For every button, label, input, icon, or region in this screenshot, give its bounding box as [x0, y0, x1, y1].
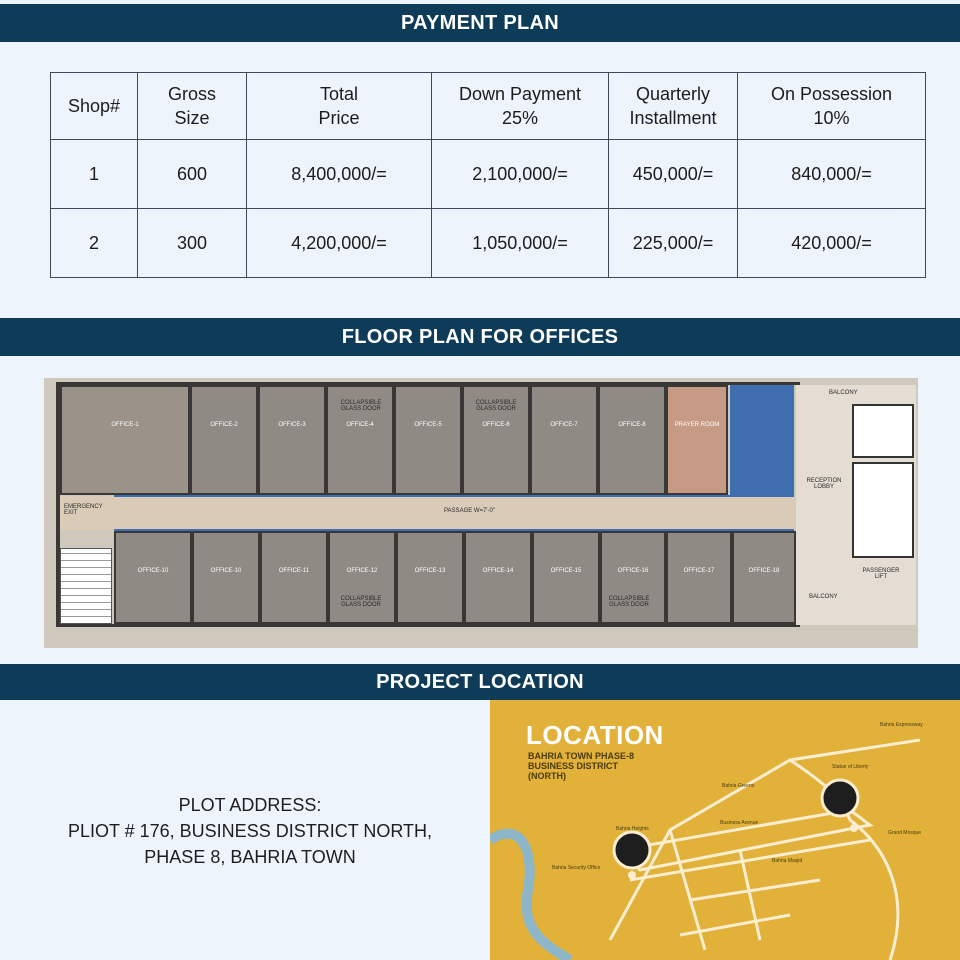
office-room: OFFICE-17: [666, 531, 732, 624]
pin-icon: [822, 780, 858, 816]
cell-on-possession: 420,000/=: [738, 209, 926, 278]
glass-door-label: COLLAPSIBLE GLASS DOOR: [475, 400, 517, 412]
reception-label: RECEPTION LOBBY: [806, 478, 842, 490]
cell-shop: 2: [51, 209, 138, 278]
header-shop: Shop#: [51, 73, 138, 140]
cell-total-price: 4,200,000/=: [247, 209, 432, 278]
emergency-stairs: [60, 548, 112, 624]
cell-quarterly-installment: 225,000/=: [609, 209, 738, 278]
map-label: Bahria Expressway: [880, 722, 923, 728]
table-row: [51, 140, 926, 209]
table-row: [51, 209, 926, 278]
office-room: OFFICE-18: [732, 531, 796, 624]
marker-dot-icon: [850, 824, 858, 832]
prayer-room: PRAYER ROOM: [666, 385, 728, 495]
office-room: OFFICE-5: [394, 385, 462, 495]
lift-shaft: [852, 404, 914, 458]
cell-on-possession: 840,000/=: [738, 140, 926, 209]
glass-door-label: COLLAPSIBLE GLASS DOOR: [608, 596, 650, 608]
project-location-header: PROJECT LOCATION: [0, 664, 960, 700]
cell-down-payment: 2,100,000/=: [432, 140, 609, 209]
header-on-possession: On Possession 10%: [738, 73, 926, 140]
cell-quarterly-installment: 450,000/=: [609, 140, 738, 209]
office-room: OFFICE-10: [114, 531, 192, 624]
floor-plan-drawing: [44, 378, 918, 648]
cell-shop: 1: [51, 140, 138, 209]
office-room: OFFICE-1: [60, 385, 190, 495]
cell-total-price: 8,400,000/=: [247, 140, 432, 209]
cell-gross-size: 600: [138, 140, 247, 209]
office-room: OFFICE-3: [258, 385, 326, 495]
cell-down-payment: 1,050,000/=: [432, 209, 609, 278]
balcony-bottom-label: BALCONY: [809, 594, 838, 600]
road: [690, 880, 820, 900]
office-room: OFFICE-4: [326, 385, 394, 495]
office-room: OFFICE-14: [464, 531, 532, 624]
passage-corridor: [60, 496, 800, 530]
glass-door-label: COLLAPSIBLE GLASS DOOR: [340, 596, 382, 608]
office-room: OFFICE-2: [190, 385, 258, 495]
plot-address: [20, 792, 480, 870]
map-label: Business Avenue: [720, 820, 759, 826]
map-label: Bahria Masjid: [772, 858, 803, 864]
map-label: Statue of Liberty: [832, 764, 869, 770]
road: [630, 840, 870, 880]
pin-icon: [614, 832, 650, 868]
map-subtitle: BAHRIA TOWN PHASE-8 BUSINESS DISTRICT (NORTH): [528, 751, 635, 781]
office-room: OFFICE-15: [532, 531, 600, 624]
office-room: OFFICE-10: [192, 531, 260, 624]
emergency-exit-label: EMERGENCY EXIT: [64, 504, 103, 516]
office-room: OFFICE-16: [600, 531, 666, 624]
header-gross-size: Gross Size: [138, 73, 247, 140]
road: [740, 850, 760, 940]
map-label: Bahria Security Office: [552, 865, 601, 871]
office-room: OFFICE-6: [462, 385, 530, 495]
office-room: OFFICE-13: [396, 531, 464, 624]
header-down-payment: Down Payment 25%: [432, 73, 609, 140]
passage-label: PASSAGE W=7'-0": [444, 508, 496, 514]
address-line: PHASE 8, BAHRIA TOWN: [144, 847, 356, 867]
header-total-price: Total Price: [247, 73, 432, 140]
washroom-block: [730, 385, 794, 495]
river: [490, 834, 570, 960]
lift-label: PASSENGER LIFT: [862, 568, 900, 580]
floor-plan-header: FLOOR PLAN FOR OFFICES: [0, 318, 960, 356]
marker-dot-icon: [628, 871, 636, 879]
table-header-row: [51, 73, 926, 140]
address-line: PLIOT # 176, BUSINESS DISTRICT NORTH,: [67, 821, 433, 841]
cell-gross-size: 300: [138, 209, 247, 278]
balcony-top-label: BALCONY: [829, 390, 858, 396]
wall-bottom: [56, 624, 800, 627]
map-label: Bahria Heights: [616, 826, 649, 832]
payment-plan-header: PAYMENT PLAN: [0, 4, 960, 42]
road: [610, 740, 920, 940]
office-room: OFFICE-11: [260, 531, 328, 624]
address-heading: PLOT ADDRESS:: [178, 795, 322, 815]
map-label: Bahria Greens: [722, 783, 755, 789]
map-label: Grand Mosque: [888, 830, 922, 836]
office-room: OFFICE-7: [530, 385, 598, 495]
header-quarterly-installment: Quarterly Installment: [609, 73, 738, 140]
office-room: OFFICE-12: [328, 531, 396, 624]
glass-door-label: COLLAPSIBLE GLASS DOOR: [340, 400, 382, 412]
stair-well: [852, 462, 914, 558]
office-room: OFFICE-8: [598, 385, 666, 495]
payment-plan-table: [50, 72, 926, 278]
corridor-line: [114, 495, 794, 497]
map-title: LOCATION: [526, 720, 664, 750]
location-map: [490, 700, 960, 960]
